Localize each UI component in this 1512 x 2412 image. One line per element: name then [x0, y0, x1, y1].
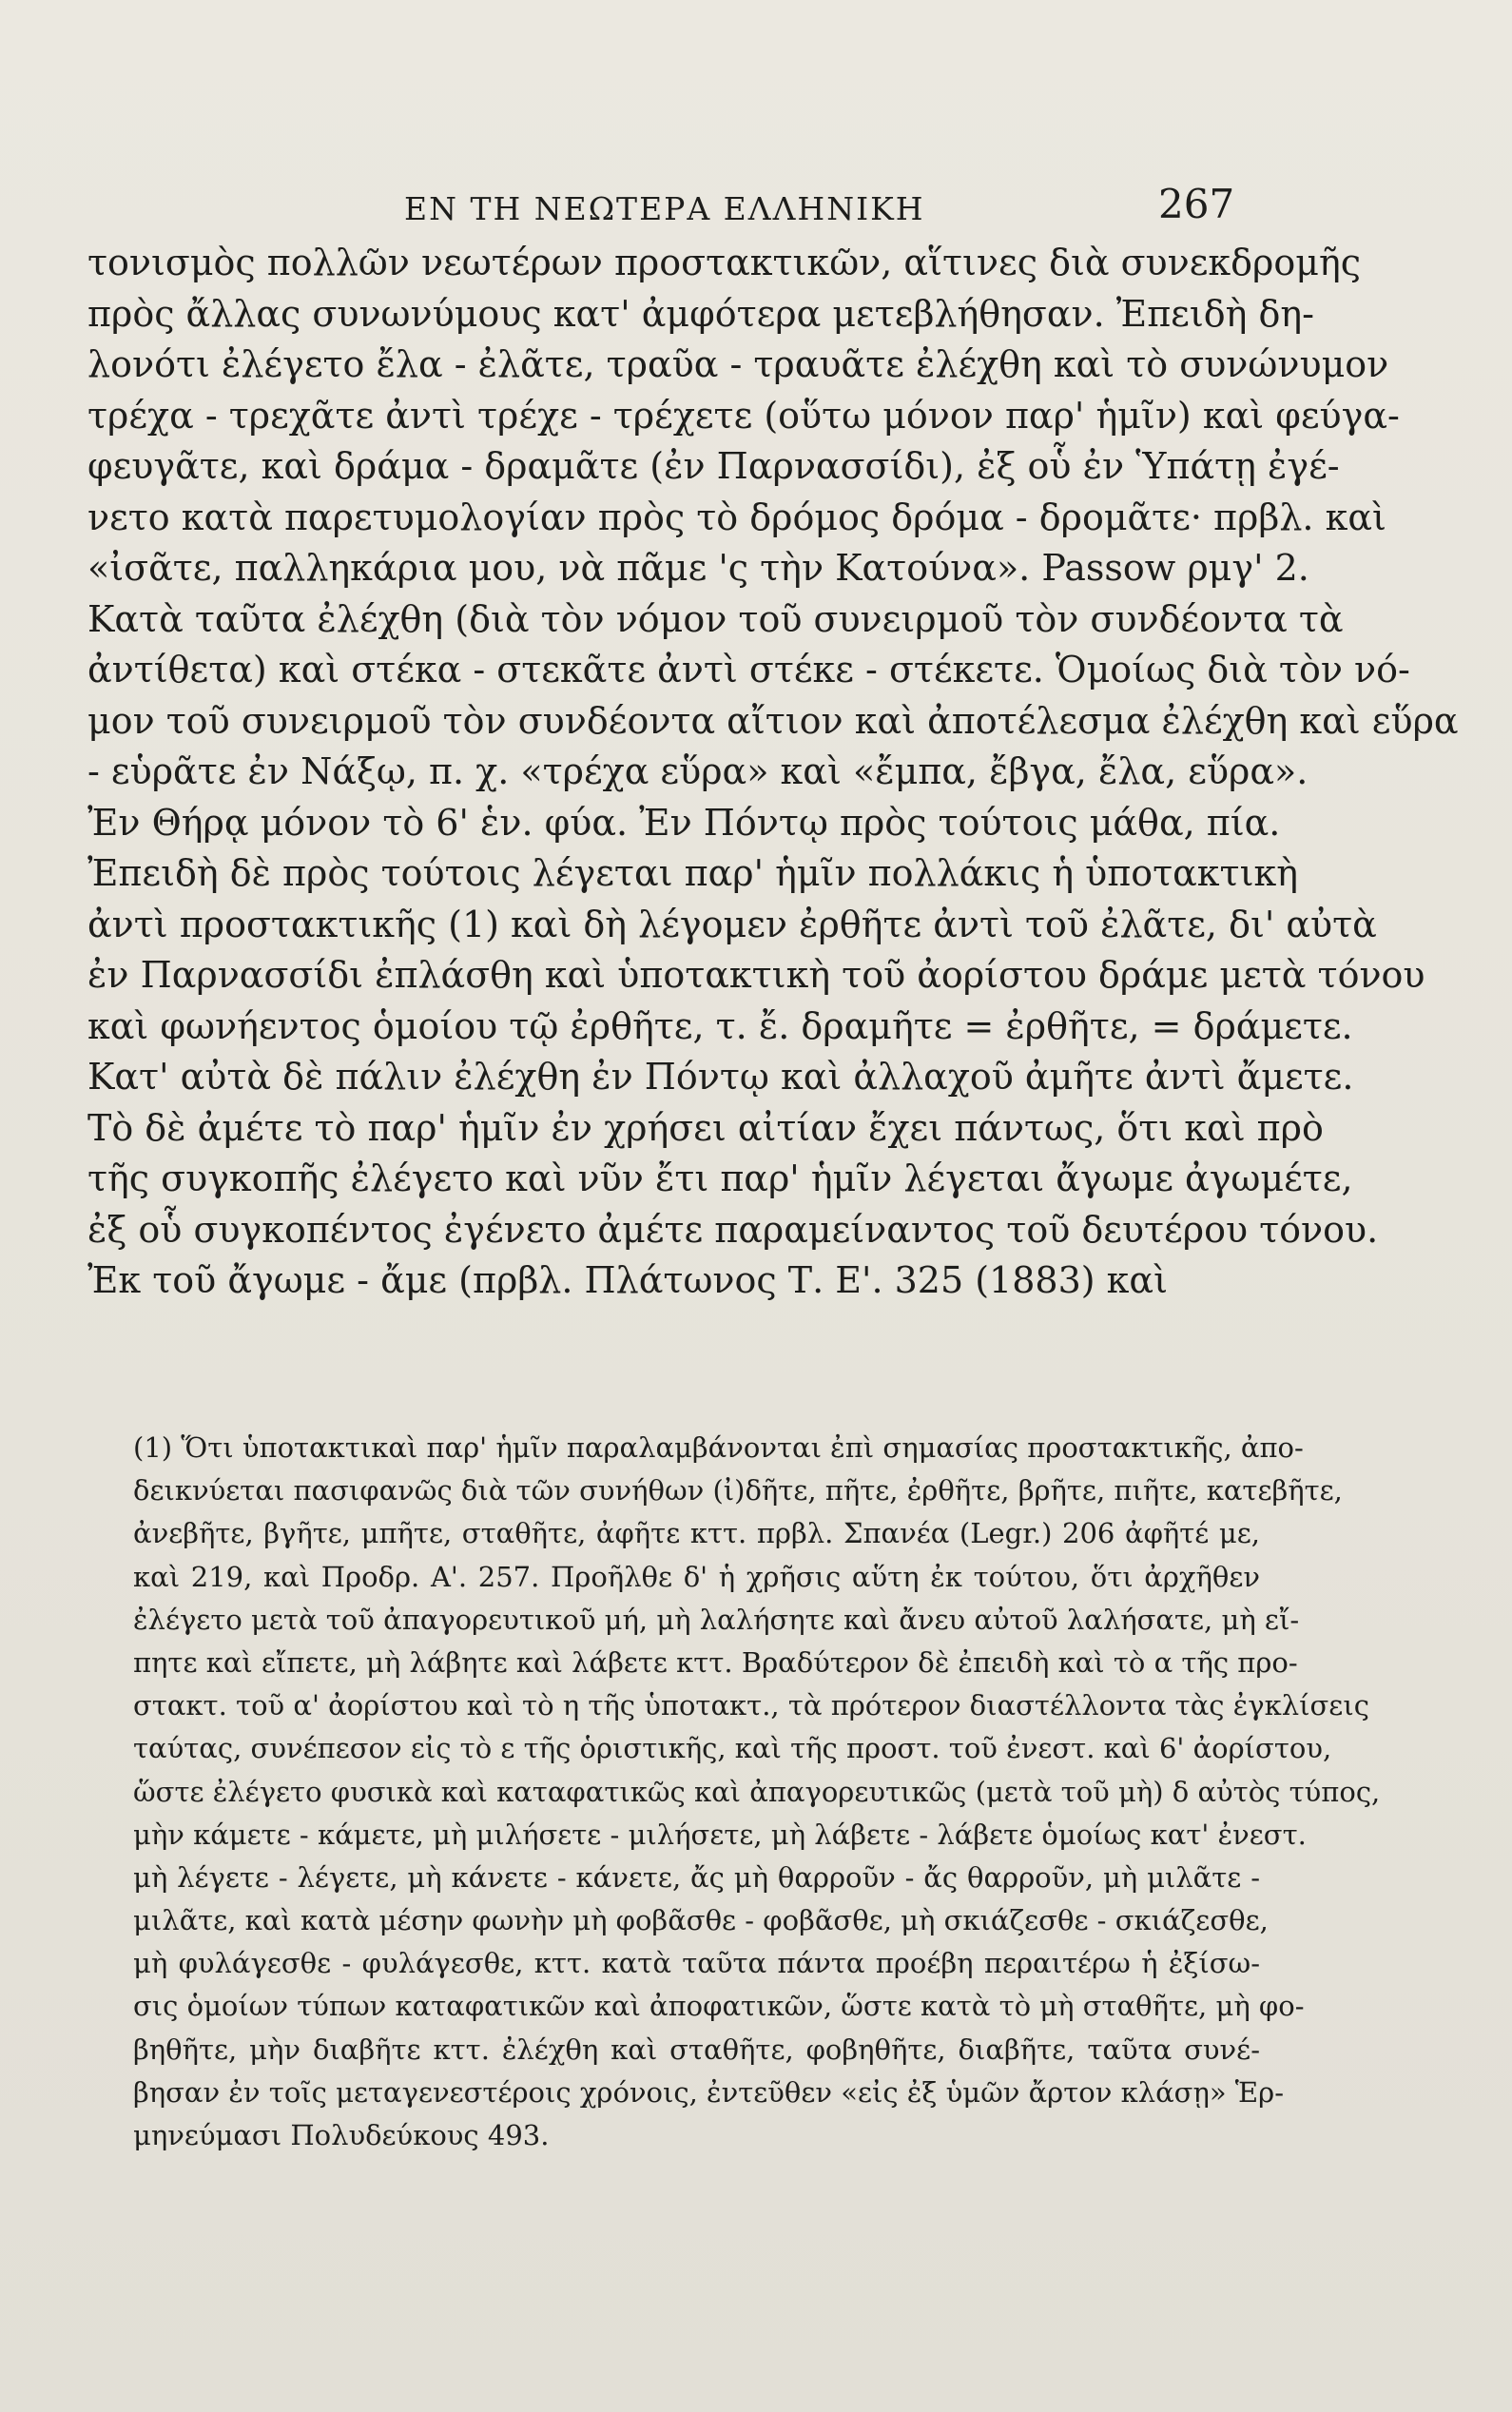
footnote-line: πητε καὶ εἴπετε, μὴ λάβητε καὶ λάβετε κττ. Βραδύτερον δὲ ἐπειδὴ καὶ τὸ α τῆς προ- [133, 1645, 1298, 1679]
footnote-line: ὥστε ἐλέγετο φυσικὰ καὶ καταφατικῶς καὶ ἀπαγορευτικῶς (μετὰ τοῦ μὴ) δ αὐτὸς τύπος, [133, 1775, 1381, 1808]
main-text [87, 238, 1459, 1307]
footnote-line: ταύτας, συνέπεσον εἰς τὸ ε τῆς ὁριστικῆς, καὶ τῆς προστ. τοῦ ἐνεστ. καὶ 6' ἀορίστου, [133, 1732, 1332, 1765]
footnote-line: βησαν ἐν τοῖς μεταγενεστέροις χρόνοις, ἐντεῦθεν «εἰς ἐξ ὑμῶν ἄρτον κλάσῃ» Ἑρ- [133, 2075, 1285, 2109]
text-line: λονότι ἐλέγετο ἔλα - ἐλᾶτε, τραῦα - τραυᾶτε ἐλέχθη καὶ τὸ συνώνυμον [87, 343, 1389, 385]
text-line: Ἐπειδὴ δὲ πρὸς τούτοις λέγεται παρ' ἡμῖν πολλάκις ἡ ὑποτακτικὴ [87, 852, 1298, 894]
text-line: τρέχα - τρεχᾶτε ἀντὶ τρέχε - τρέχετε (οὕτω μόνον παρ' ἡμῖν) καὶ φεύγα- [87, 394, 1400, 437]
text-line: καὶ φωνήεντος ὁμοίου τῷ ἐρθῆτε, τ. ἔ. δραμῆτε = ἐρθῆτε, = δράμετε. [87, 1004, 1353, 1047]
running-title: ΕΝ ΤΗ ΝΕΩΤΕΡΑ ΕΛΛΗΝΙΚΗ [404, 190, 925, 227]
footnote-line: μιλᾶτε, καὶ κατὰ μέσην φωνὴν μὴ φοβᾶσθε - φοβᾶσθε, μὴ σκιάζεσθε - σκιάζεσθε, [133, 1904, 1269, 1937]
footnote-line: ἐλέγετο μετὰ τοῦ ἀπαγορευτικοῦ μή, μὴ λαλήσητε καὶ ἄνευ αὐτοῦ λαλήσατε, μὴ εἴ- [133, 1603, 1300, 1636]
text-line: «ἰσᾶτε, παλληκάρια μου, νὰ πᾶμε 'ς τὴν Κατούνα». Passow ρμγ' 2. [87, 547, 1309, 589]
text-line: Ἐκ τοῦ ἄγωμε - ἄμε (πρβλ. Πλάτωνος Τ. Ε'. 325 (1883) καὶ [87, 1259, 1168, 1301]
footnote-line: καὶ 219, καὶ Προδρ. Α'. 257. Προῆλθε δ' ἡ χρῆσις αὕτη ἐκ τούτου, ὅτι ἀρχῆθεν [133, 1560, 1260, 1593]
footnote [133, 1427, 1381, 2157]
text-line: πρὸς ἄλλας συνωνύμους κατ' ἀμφότερα μετεβλήθησαν. Ἐπειδὴ δη- [87, 292, 1314, 335]
footnote-line: στακτ. τοῦ α' ἀορίστου καὶ τὸ η τῆς ὑποτακτ., τὰ πρότερον διαστέλλοντα τὰς ἐγκλίσεις [133, 1689, 1369, 1722]
text-line: Ἐν Θήρᾳ μόνον τὸ 6' ἑν. φύα. Ἐν Πόντῳ πρὸς τούτοις μάθα, πία. [87, 801, 1281, 844]
text-line: ἀντὶ προστακτικῆς (1) καὶ δὴ λέγομεν ἐρθῆτε ἀντὶ τοῦ ἐλᾶτε, δι' αὐτὰ [87, 903, 1377, 945]
text-line: νετο κατὰ παρετυμολογίαν πρὸς τὸ δρόμος δρόμα - δρομᾶτε· πρβλ. καὶ [87, 496, 1386, 538]
footnote-line: (1) Ὅτι ὑποτακτικαὶ παρ' ἡμῖν παραλαμβάνονται ἐπὶ σημασίας προστακτικῆς, ἀπο- [133, 1431, 1304, 1464]
footnote-line: ἀνεβῆτε, βγῆτε, μπῆτε, σταθῆτε, ἀφῆτε κττ. πρβλ. Σπανέα (Legr.) 206 ἀφῆτέ με, [133, 1517, 1260, 1550]
text-line: μον τοῦ συνειρμοῦ τὸν συνδέοντα αἴτιον καὶ ἀποτέλεσμα ἐλέχθη καὶ εὕρα [87, 699, 1459, 742]
footnote-line: μὴ φυλάγεσθε - φυλάγεσθε, κττ. κατὰ ταῦτα πάντα προέβη περαιτέρω ἡ ἐξίσω- [133, 1947, 1260, 1980]
footnote-line: δεικνύεται πασιφανῶς διὰ τῶν συνήθων (ἰ)δῆτε, πῆτε, ἐρθῆτε, βρῆτε, πιῆτε, κατεβῆτε, [133, 1474, 1343, 1508]
footnote-line: μὴ λέγετε - λέγετε, μὴ κάνετε - κάνετε, ἄς μὴ θαρροῦν - ἄς θαρροῦν, μὴ μιλᾶτε - [133, 1860, 1260, 1894]
text-line: Τὸ δὲ ἀμέτε τὸ παρ' ἡμῖν ἐν χρήσει αἰτίαν ἔχει πάντως, ὅτι καὶ πρὸ [87, 1106, 1324, 1149]
text-line: τονισμὸς πολλῶν νεωτέρων προστακτικῶν, αἵτινες διὰ συνεκδρομῆς [87, 242, 1361, 283]
footnote-line: βηθῆτε, μὴν διαβῆτε κττ. ἐλέχθη καὶ σταθῆτε, φοβηθῆτε, διαβῆτε, ταῦτα συνέ- [133, 2033, 1260, 2066]
text-line: φευγᾶτε, καὶ δράμα - δραμᾶτε (ἐν Παρνασσίδι), ἐξ οὗ ἐν Ὑπάτῃ ἐγέ- [87, 445, 1340, 487]
text-line: - εὑρᾶτε ἐν Νάξῳ, π. χ. «τρέχα εὕρα» καὶ «ἔμπα, ἔβγα, ἔλα, εὕρα». [87, 750, 1308, 792]
text-line: ἐξ οὗ συγκοπέντος ἐγένετο ἀμέτε παραμείναντος τοῦ δευτέρου τόνου. [87, 1208, 1379, 1251]
footnote-line: σις ὁμοίων τύπων καταφατικῶν καὶ ἀποφατικῶν, ὥστε κατὰ τὸ μὴ σταθῆτε, μὴ φο- [133, 1990, 1305, 2023]
text-line: Κατ' αὐτὰ δὲ πάλιν ἐλέχθη ἐν Πόντῳ καὶ ἀλλαχοῦ ἀμῆτε ἀντὶ ἄμετε. [87, 1056, 1354, 1098]
footnote-line: μηνεύμασι Πολυδεύκους 493. [133, 2119, 550, 2151]
text-line: Κατὰ ταῦτα ἐλέχθη (διὰ τὸν νόμον τοῦ συνειρμοῦ τὸν συνδέοντα τὰ [87, 597, 1344, 640]
page-number: 267 [1158, 181, 1235, 227]
text-line: ἀντίθετα) καὶ στέκα - στεκᾶτε ἀντὶ στέκε - στέκετε. Ὁμοίως διὰ τὸν νό- [87, 649, 1410, 691]
footnote-line: μὴν κάμετε - κάμετε, μὴ μιλήσετε - μιλήσετε, μὴ λάβετε - λάβετε ὁμοίως κατ' ἐνεστ. [133, 1818, 1307, 1851]
text-line: τῆς συγκοπῆς ἐλέγετο καὶ νῦν ἔτι παρ' ἡμῖν λέγεται ἄγωμε ἀγωμέτε, [87, 1157, 1353, 1199]
text-line: ἐν Παρνασσίδι ἐπλάσθη καὶ ὑποτακτικὴ τοῦ ἀορίστου δράμε μετὰ τόνου [87, 954, 1425, 996]
